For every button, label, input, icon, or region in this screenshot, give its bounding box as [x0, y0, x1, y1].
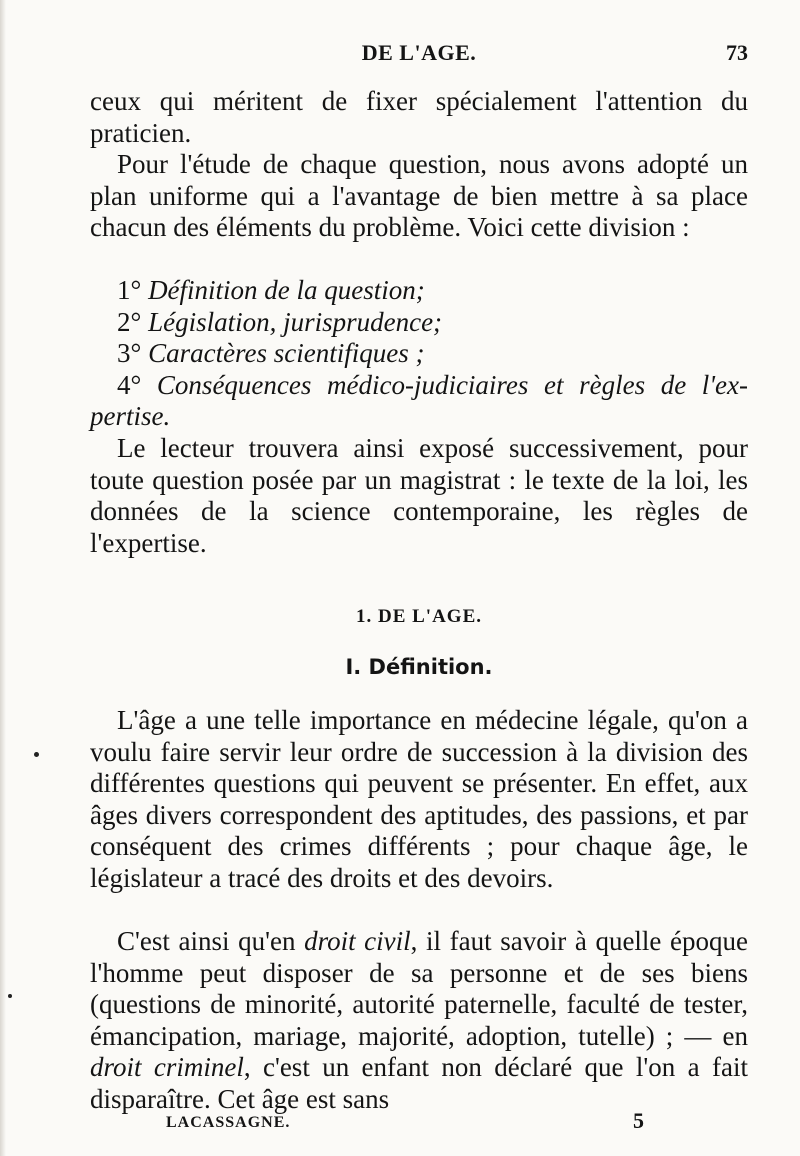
- page-header: [90, 40, 748, 74]
- text-run: , il faut savoir à quelle époque l'homme peut disposer de sa personne et de ses biens (questions de minorité, autorité paternelle, faculté de tester, émancipation, mariage, majorité, adoption, tutelle) ; — en: [90, 926, 749, 1051]
- ink-speck: [34, 752, 39, 757]
- page-number: 73: [726, 40, 748, 65]
- printer-signature: LACASSAGNE.: [166, 1114, 291, 1131]
- text-run: C'est ainsi qu'en: [117, 926, 305, 956]
- list-item-consequences: [117, 370, 748, 402]
- list-item-number: 3°: [117, 338, 142, 368]
- section-heading: 1. DE L'AGE.: [355, 606, 483, 627]
- list-item-continuation: pertise.: [90, 401, 171, 431]
- list-item-text: Définition de la question;: [148, 275, 425, 305]
- running-title: DE L'AGE.: [361, 40, 477, 65]
- list-item-number: 2°: [117, 307, 142, 337]
- intro-paragraph-plan: Pour l'étude de chaque question, nous avons adopté un plan uniforme qui a l'avantage de bien mettre à sa place chacun des éléments du problème. Voici cette division :: [90, 149, 748, 243]
- list-item-legislation: [117, 307, 748, 339]
- list-item-definition: [117, 275, 748, 307]
- list-item-number: 1°: [117, 275, 142, 305]
- list-item-text: Conséquences médico-judiciaires et règles de l'ex-: [156, 370, 749, 400]
- page-edge-shadow: [0, 0, 6, 1156]
- body-paragraph-civil-law: [90, 926, 748, 1116]
- emphasis-text: droit criminel: [90, 1052, 244, 1083]
- list-item-text: Législation, jurisprudence;: [148, 307, 443, 337]
- list-item-text: Caractères scientifiques ;: [148, 338, 425, 368]
- list-item-characters: [117, 338, 748, 370]
- body-paragraph-importance: L'âge a une telle importance en médecine légale, qu'on a voulu faire servir leur ordre de succession à la division des différentes questions qui peuvent se présenter. En effet, aux âges divers correspondent des aptitudes, des passions, et par conséquent des crimes différents ; pour chaque âge, le législateur a tracé des droits et des devoirs.: [90, 705, 748, 893]
- gathering-number: 5: [633, 1108, 644, 1133]
- emphasis-text: droit civil: [304, 926, 411, 956]
- ink-speck: [8, 994, 12, 998]
- intro-paragraph-continuation: ceux qui méritent de fixer spécialement l'attention du praticien.: [90, 86, 748, 148]
- subsection-heading: I. Définition.: [345, 655, 493, 679]
- text-run: , c'est un enfant non déclaré que l'on a fait disparaître. Cet âge est sans: [90, 1052, 748, 1114]
- list-item-number: 4°: [117, 370, 142, 400]
- intro-paragraph-reader: Le lecteur trouvera ainsi exposé successivement, pour toute question posée par un magistrat : le texte de la loi, les données de la science contemporaine, les règles de l'expertise.: [90, 433, 748, 558]
